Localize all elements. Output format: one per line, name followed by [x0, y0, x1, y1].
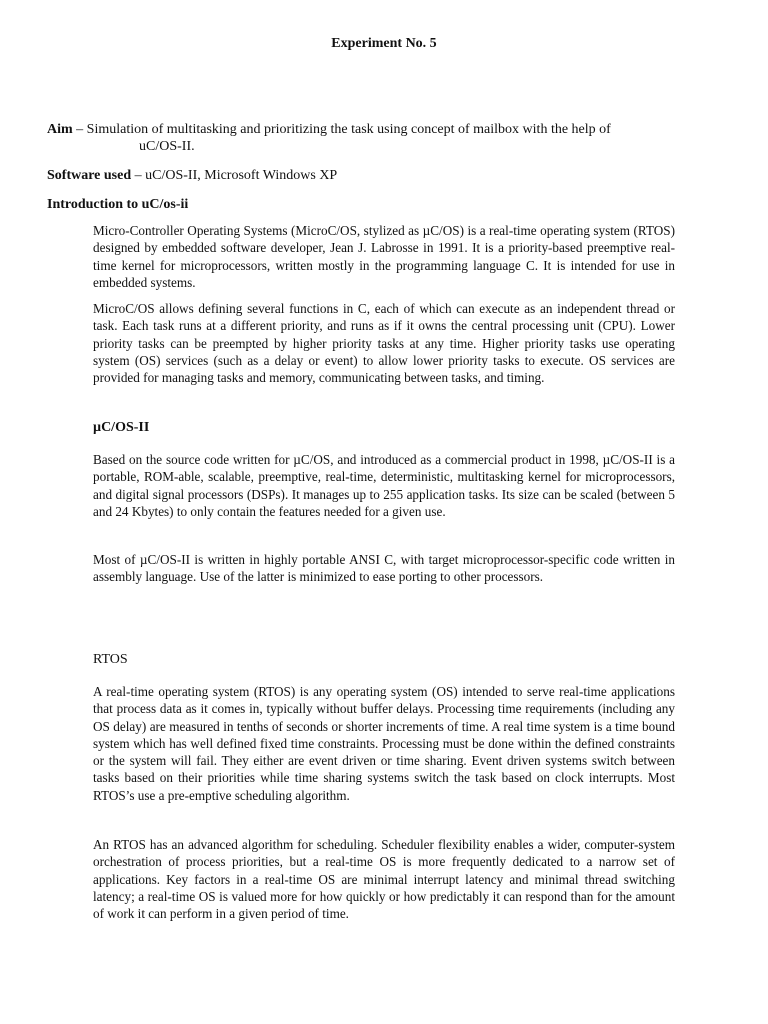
aim-continuation: uC/OS-II.: [139, 139, 195, 154]
ucos-paragraph-1: Based on the source code written for µC/OS, and introduced as a commercial product in 1998, µC/OS-II is a portable, ROM-able, scalable, preemptive, real-time, deterministic, multitasking kernel for microprocessors, and digital signal processors (DSPs). It manages up to 255 application tasks. Its size can be scaled (between 5 and 24 Kbytes) to only contain the features needed for a given use.: [93, 452, 675, 519]
document-title: Experiment No. 5: [331, 36, 437, 51]
software-label: Software used: [47, 168, 132, 183]
aim-statement: [47, 121, 687, 155]
rtos-paragraph-2: An RTOS has an advanced algorithm for scheduling. Scheduler flexibility enables a wider, computer-system orchestration of process priorities, but a real-time OS is more frequently dedicated to a narrow set of applications. Key factors in a real-time OS are minimal interrupt latency and minimal thread switching latency; a real-time OS is valued more for how quickly or how predictably it can respond than for the amount of work it can perform in a given period of time.: [93, 837, 675, 922]
ucos-paragraph-2: Most of µC/OS-II is written in highly portable ANSI C, with target microprocessor-specific code written in assembly language. Use of the latter is minimized to ease porting to other processors.: [93, 552, 675, 585]
rtos-heading: RTOS: [93, 652, 128, 667]
intro-paragraph-1: Micro-Controller Operating Systems (MicroC/OS, stylized as µC/OS) is a real-time operating system (RTOS) designed by embedded software developer, Jean J. Labrosse in 1991. It is a priority-based preemptive real-time kernel for microprocessors, written mostly in the programming language C. It is intended for use in embedded systems.: [93, 223, 675, 290]
aim-text: – Simulation of multitasking and prioritizing the task using concept of mailbox with the help of: [72, 122, 611, 137]
software-used: [47, 167, 687, 184]
software-text: – uC/OS-II, Microsoft Windows XP: [131, 168, 338, 183]
ucos-heading: µC/OS-II: [93, 420, 150, 435]
aim-label: Aim: [47, 122, 73, 137]
intro-paragraph-2: MicroC/OS allows defining several functions in C, each of which can execute as an independent thread or task. Each task runs at a different priority, and runs as if it owns the central processing unit (CPU). Lower priority tasks can be preempted by higher priority tasks at any time. Higher priority tasks use operating system (OS) services (such as a delay or event) to allow lower priority tasks to execute. OS services are provided for managing tasks and memory, communicating between tasks, and timing.: [93, 301, 675, 386]
intro-heading: Introduction to uC/os-ii: [47, 197, 189, 212]
rtos-paragraph-1: A real-time operating system (RTOS) is any operating system (OS) intended to serve real-time applications that process data as it comes in, typically without buffer delays. Processing time requirements (including any OS delay) are measured in tenths of seconds or shorter increments of time. A real time system is a time bound system which has well defined fixed time constraints. Processing must be done within the defined constraints or the system will fail. They either are event driven or time sharing. Event driven systems switch between tasks based on their priorities while time sharing systems switch the task based on clock interrupts. Most RTOS’s use a pre-emptive scheduling algorithm.: [93, 684, 675, 803]
